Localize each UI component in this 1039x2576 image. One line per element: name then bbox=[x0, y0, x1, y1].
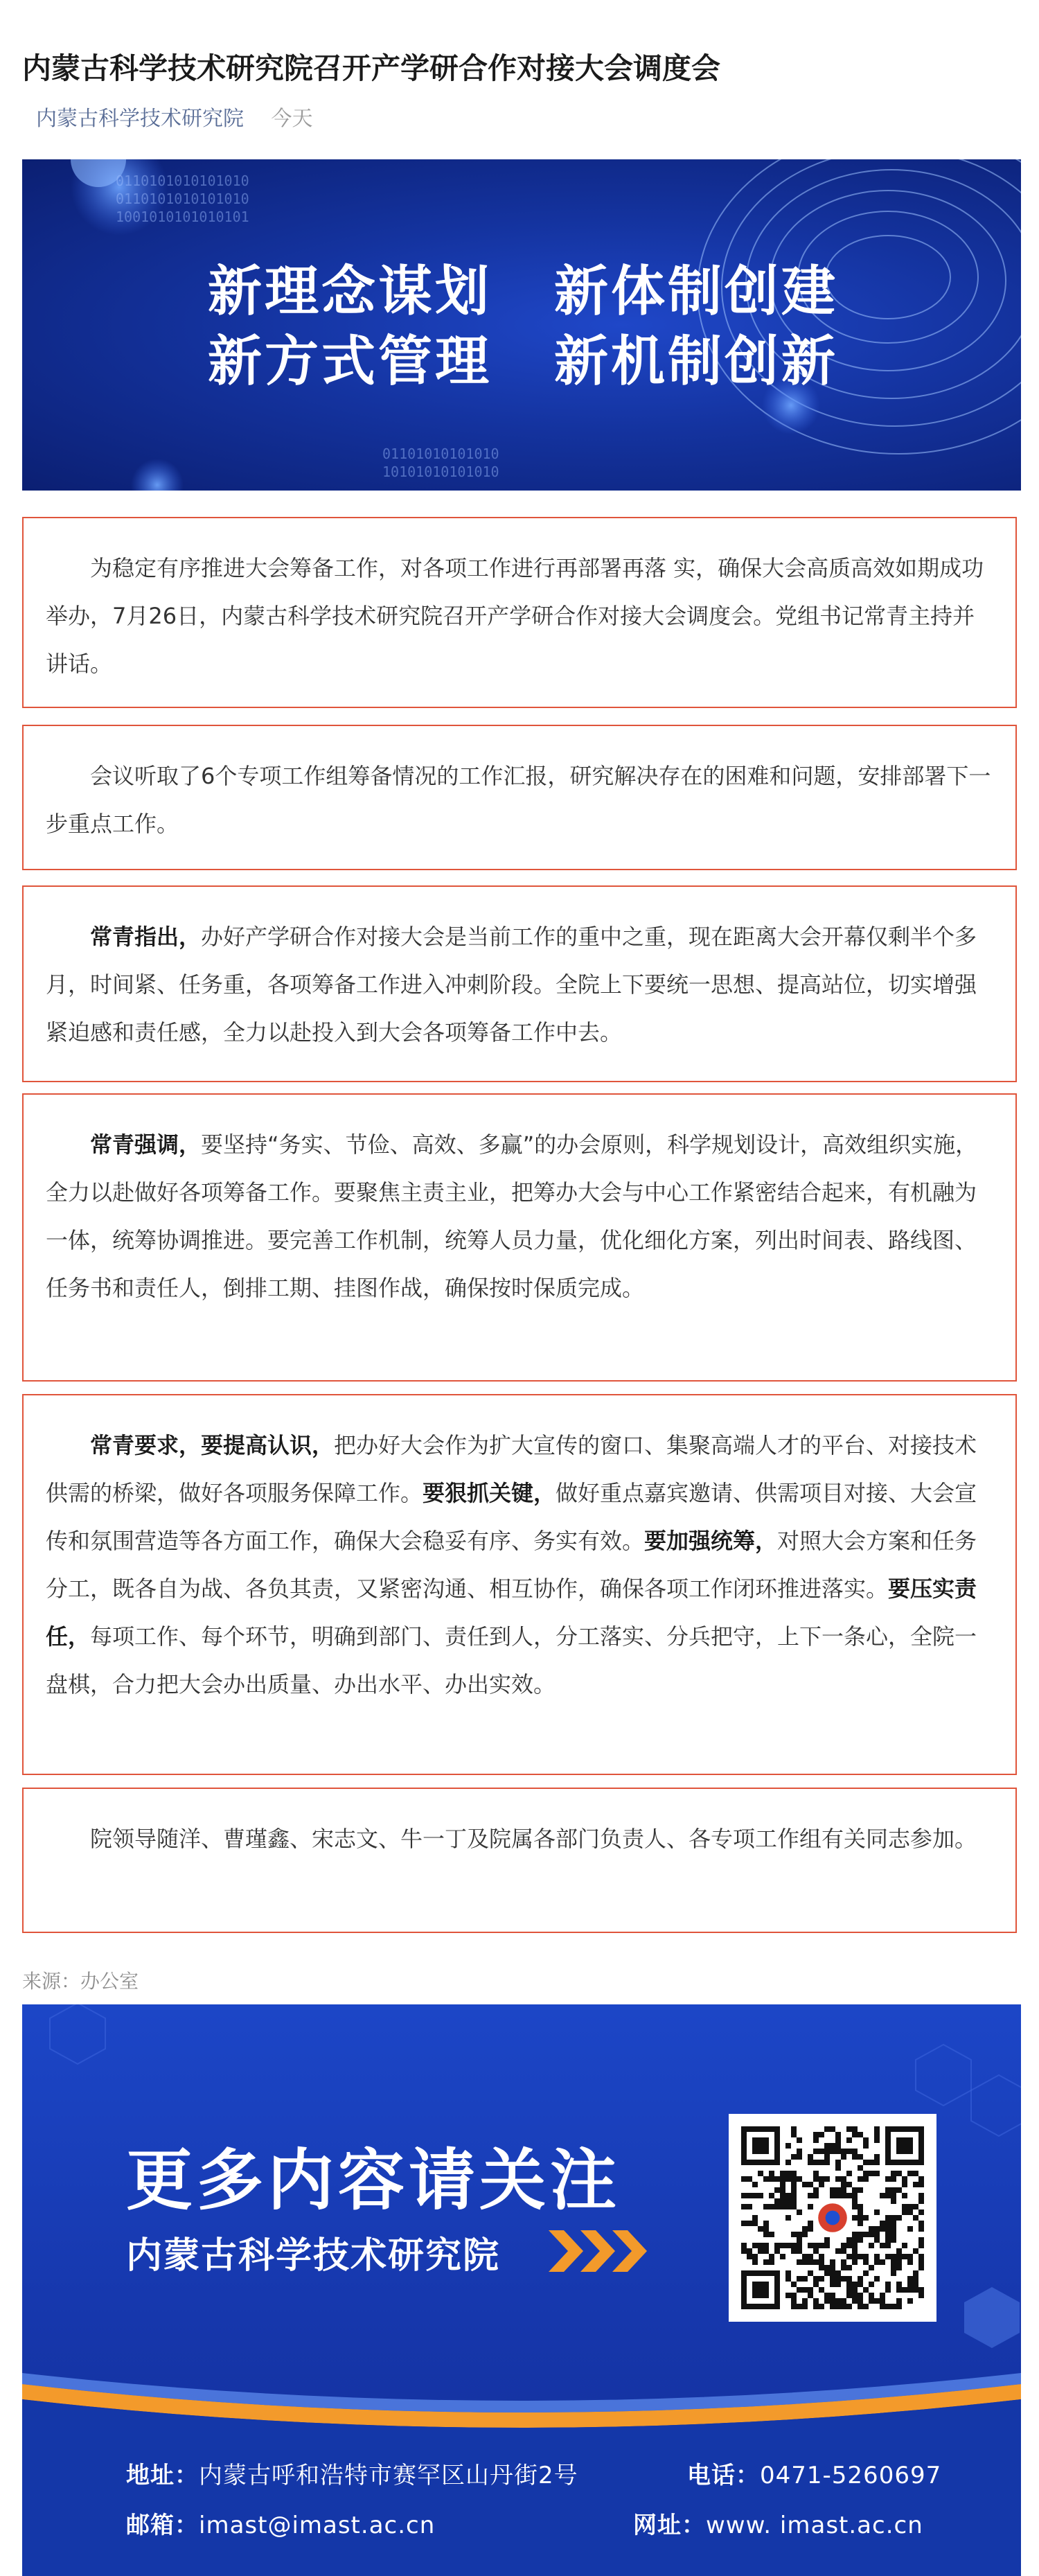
footer-email bbox=[126, 2506, 435, 2540]
paragraph-text: 为稳定有序推进大会筹备工作，对各项工作进行再部署再落 实，确保大会高质高效如期成功举办，7月26日，内蒙古科学技术研究院召开产学研合作对接大会调度会。党组书记常青主持并讲话。 bbox=[46, 555, 984, 677]
emphasis-text: 要狠抓关键， bbox=[423, 1480, 556, 1506]
phone-value: 0471-5260697 bbox=[760, 2462, 942, 2489]
account-name-link[interactable]: 内蒙古科学技术研究院 bbox=[36, 107, 244, 131]
email-value: imast@imast.ac.cn bbox=[199, 2512, 436, 2539]
paragraph-text: 每项工作、每个环节，明确到部门、责任到人，分工落实、分兵把守，上下一条心，全院一盘棋，合力把大会办出质量、办出水平、办出实效。 bbox=[46, 1623, 977, 1697]
paragraph-box-3 bbox=[22, 885, 1017, 1082]
qr-code-icon bbox=[741, 2126, 924, 2309]
slogan-4: 新机制创新 bbox=[554, 330, 839, 394]
chevron-right-icon bbox=[549, 2223, 652, 2279]
emphasis-text: 要加强统筹， bbox=[644, 1528, 778, 1554]
paragraph-text: 办好产学研合作对接大会是当前工作的重中之重，现在距离大会开幕仅剩半个多月，时间紧、任务重，各项筹备工作进入冲刺阶段。全院上下要统一思想、提高站位，切实增强紧迫感和责任感，全力以赴投入到大会各项筹备工作中去。 bbox=[46, 924, 977, 1046]
paragraph-box-1 bbox=[22, 517, 1017, 708]
paragraph-box-4 bbox=[22, 1093, 1017, 1382]
footer-website bbox=[633, 2506, 923, 2540]
emphasis-text: 常青强调， bbox=[90, 1131, 202, 1158]
follow-us-banner bbox=[22, 2004, 1021, 2576]
banner-binary-top: 0110101010101010 0110101010101010 1001010101010101 bbox=[116, 173, 249, 225]
emphasis-text: 常青指出， bbox=[90, 924, 202, 950]
paragraph-text: 做好重点嘉宾邀请、供需项目对接、大会宣传和氛围营造等各方面工作，确保大会稳妥有序、务实有效。 bbox=[46, 1480, 977, 1554]
website-value: www. imast.ac.cn bbox=[706, 2512, 923, 2539]
header-banner-image bbox=[22, 159, 1021, 491]
follow-headline: 更多内容请关注 bbox=[126, 2142, 621, 2219]
footer-institute-name: 内蒙古科学技术研究院 bbox=[126, 2235, 501, 2277]
qr-code-image bbox=[729, 2114, 936, 2322]
paragraph-text: 要坚持“务实、节俭、高效、多赢”的办会原则，科学规划设计，高效组织实施，全力以赴做好各项筹备工作。要聚焦主责主业，把筹办大会与中心工作紧密结合起来，有机融为一体，统筹协调推进。要完善工作机制，统筹人员力量，优化细化方案，列出时间表、路线图、任务书和责任人，倒排工期、挂图作战，确保按时保质完成。 bbox=[46, 1131, 978, 1301]
phone-label: 电话： bbox=[687, 2462, 760, 2489]
footer-address bbox=[126, 2456, 578, 2490]
paragraph-text: 会议听取了6个专项工作组筹备情况的工作汇报，研究解决存在的困难和问题，安排部署下一步重点工作。 bbox=[46, 763, 991, 837]
paragraph-box-2 bbox=[22, 725, 1017, 870]
source-line: 来源：办公室 bbox=[22, 1970, 139, 1993]
slogan-3: 新方式管理 bbox=[208, 330, 492, 394]
website-label: 网址： bbox=[633, 2512, 706, 2539]
slogan-2: 新体制创建 bbox=[554, 260, 839, 323]
address-value: 内蒙古呼和浩特市赛罕区山丹街2号 bbox=[199, 2462, 578, 2489]
slogan-1: 新理念谋划 bbox=[208, 260, 492, 323]
paragraph-box-5 bbox=[22, 1394, 1017, 1775]
email-label: 邮箱： bbox=[126, 2512, 199, 2539]
paragraph-text: 把办好大会作为扩大宣传的窗口、集聚高端人才的平台、对接技术供需的桥梁，做好各项服务保障工作。 bbox=[46, 1432, 977, 1506]
emphasis-text: 常青要求，要提高认识， bbox=[90, 1432, 335, 1458]
publish-time: 今天 bbox=[271, 107, 313, 131]
paragraph-box-6 bbox=[22, 1788, 1017, 1933]
banner-binary-bottom: 01101010101010 10101010101010 bbox=[382, 445, 499, 480]
address-label: 地址： bbox=[126, 2462, 199, 2489]
article-meta bbox=[36, 101, 313, 132]
article-title: 内蒙古科学技术研究院召开产学研合作对接大会调度会 bbox=[22, 51, 721, 86]
emphasis-text: 要压实责任， bbox=[46, 1576, 977, 1650]
paragraph-text: 院领导随洋、曹瑾鑫、宋志文、牛一丁及院属各部门负责人、各专项工作组有关同志参加。 bbox=[90, 1826, 977, 1852]
footer-phone bbox=[687, 2456, 941, 2490]
banner-slogans bbox=[208, 256, 900, 397]
paragraph-text: 对照大会方案和任务分工，既各自为战、各负其责，又紧密沟通、相互协作，确保各项工作闭环推进落实。 bbox=[46, 1528, 977, 1602]
